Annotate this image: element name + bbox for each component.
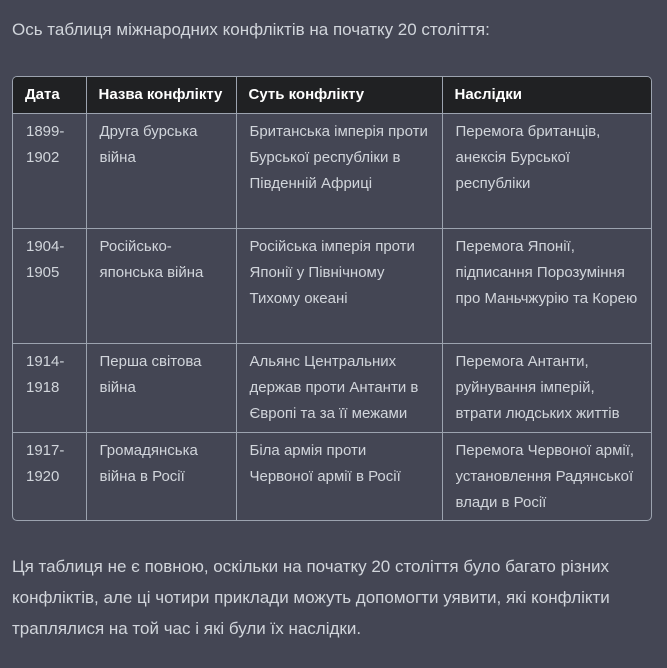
- header-consequences: Наслідки: [442, 77, 651, 114]
- cell-conflict-name: Громадянська війна в Росії: [86, 433, 236, 522]
- cell-conflict-name: Російсько-японська війна: [86, 229, 236, 344]
- cell-conflict-essence: Біла армія проти Червоної армії в Росії: [236, 433, 442, 522]
- header-date: Дата: [13, 77, 86, 114]
- header-conflict-essence: Суть конфлікту: [236, 77, 442, 114]
- cell-consequences: Перемога британців, анексія Бурської республіки: [442, 114, 651, 229]
- intro-paragraph: Ось таблиця міжнародних конфліктів на початку 20 століття:: [12, 20, 490, 39]
- cell-date: 1914-1918: [13, 344, 86, 433]
- cell-consequences: Перемога Антанти, руйнування імперій, втрати людських життів: [442, 344, 651, 433]
- table-row: [13, 114, 651, 229]
- cell-conflict-essence: Альянс Центральних держав проти Антанти в Європі та за її межами: [236, 344, 442, 433]
- cell-date: 1904-1905: [13, 229, 86, 344]
- cell-consequences: Перемога Червоної армії, установлення Радянської влади в Росії: [455, 442, 635, 511]
- table-row: [13, 433, 651, 522]
- cell-date: 1899-1902: [13, 114, 86, 229]
- table-row: [13, 344, 651, 433]
- cell-consequences: Перемога Японії, підписання Порозуміння про Маньчжурію та Корею: [442, 229, 651, 344]
- conflicts-table: [12, 76, 652, 521]
- cell-conflict-name: Друга бурська війна: [86, 114, 236, 229]
- header-conflict-name: Назва конфлікту: [86, 77, 236, 114]
- cell-date: 1917-1920: [13, 433, 86, 522]
- cell-conflict-essence: Російська імперія проти Японії у Північному Тихому океані: [236, 229, 442, 344]
- cell-conflict-essence: Британська імперія проти Бурської республіки в Південній Африці: [236, 114, 442, 229]
- table-row: [13, 229, 651, 344]
- outro-paragraph: Ця таблиця не є повною, оскільки на початку 20 століття було багато різних конфліктів, але ці чотири приклади можуть допомогти уявити, які конфлікти траплялися на той час і які були їх наслідки.: [12, 557, 610, 638]
- cell-conflict-name: Перша світова війна: [86, 344, 236, 433]
- table-header-row: [13, 77, 651, 114]
